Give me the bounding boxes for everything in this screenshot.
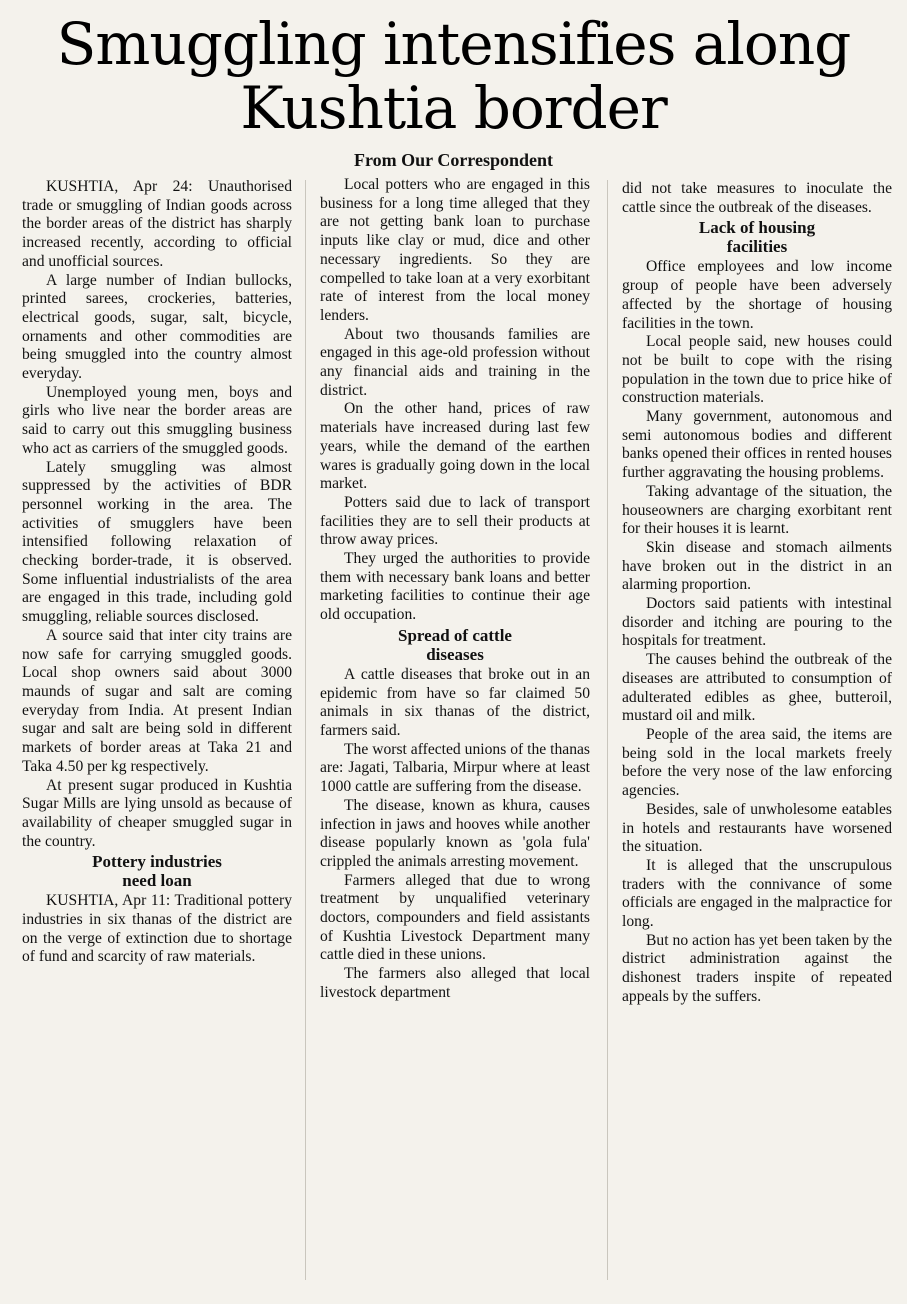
subheading-housing — [622, 218, 892, 256]
paragraph: People of the area said, the items are being sold in the local markets freely before the very nose of the law enforcing agencies. — [622, 725, 892, 800]
paragraph: But no action has yet been taken by the district administration against the dishonest traders inspite of repeated appeals by the suffers. — [622, 931, 892, 1005]
paragraph: About two thousands families are engaged in this age-old profession without any financial aids and training in the district. — [320, 325, 590, 399]
paragraph: KUSHTIA, Apr 11: Traditional pottery industries in six thanas of the district are on the verge of extinction due to shortage of fund and scarcity of raw materials. — [22, 892, 292, 966]
column-divider — [607, 180, 608, 1280]
subheading-pottery — [22, 852, 292, 890]
article-column-3 — [622, 180, 892, 1292]
paragraph: Many government, autonomous and semi autonomous bodies and different banks opened their offices in rented houses further aggravating the housing problems. — [622, 408, 892, 482]
article-column-1 — [22, 178, 292, 1290]
paragraph-continuation: did not take measures to inoculate the cattle since the outbreak of the diseases. — [622, 180, 892, 216]
subheading-line: facilities — [726, 237, 788, 257]
paragraph: Skin disease and stomach ailments have broken out in the district in an alarming proportion. — [622, 538, 892, 594]
paragraph: Local people said, new houses could not be built to cope with the rising population in the town due to price hike of construction materials. — [622, 333, 892, 407]
paragraph: It is alleged that the unscrupulous traders with the connivance of some officials are engaged in the malpractice for long. — [622, 856, 892, 931]
paragraph: Potters said due to lack of transport facilities they are to sell their products at throw away prices. — [320, 493, 590, 549]
paragraph: Doctors said patients with intestinal disorder and itching are pouring to the hospitals for treatment. — [622, 595, 892, 650]
paragraph: Lately smuggling was almost suppressed by the activities of BDR personnel working in the area. The activities of smugglers have been intensified following relaxation of checking border-trade, it is observed. Some influential industrialists of the area are engaged in this trade, including gold smuggling, reliable sources disclosed. — [22, 458, 292, 626]
subheading-line: Spread of cattle — [398, 625, 512, 645]
headline-line-2: Kushtia border — [240, 74, 667, 142]
subheading-line: need loan — [122, 871, 192, 891]
paragraph: On the other hand, prices of raw materials have increased during last few years, while the demand of the earthen wares is gradually going down in the local market. — [320, 400, 590, 493]
paragraph: A cattle diseases that broke out in an epidemic from have so far claimed 50 animals in six thanas of the district, farmers said. — [320, 665, 590, 739]
subheading-line: Lack of housing — [698, 218, 816, 238]
subheading-cattle — [320, 626, 590, 664]
paragraph: Farmers alleged that due to wrong treatment by unqualified veterinary doctors, compounders and field assistants of Kushtia Livestock Department many cattle died in these unions. — [320, 871, 590, 964]
paragraph: The worst affected unions of the thanas are: Jagati, Talbaria, Mirpur where at least 1000 cattle are suffering from the disease. — [320, 740, 590, 796]
paragraph: The farmers also alleged that local livestock department — [320, 965, 590, 1001]
column-divider — [305, 180, 306, 1280]
paragraph: At present sugar produced in Kushtia Sugar Mills are lying unsold as because of availability of cheaper smuggled sugar in the country. — [22, 776, 292, 850]
paragraph: The causes behind the outbreak of the diseases are attributed to consumption of adulterated edibles as ghee, butteroil, mustard oil and milk. — [622, 651, 892, 725]
subheading-line: diseases — [426, 644, 484, 664]
subheading-line: Pottery industries — [92, 852, 222, 872]
paragraph: Local potters who are engaged in this business for a long time alleged that they are not getting bank loan to purchase inputs like clay or mud, dice and other necessary ingredients. So they are compelled to take loan at a very exorbitant rate of interest from the local money lenders. — [320, 176, 590, 324]
paragraph: A source said that inter city trains are now safe for carrying smuggled goods. Local shop owners said about 3000 maunds of sugar and salt are coming everyday from India. At present Indian sugar and salt are being sold in different markets of border areas at Taka 21 and Taka 4.50 per kg respectively. — [22, 626, 292, 775]
headline-line-1: Smuggling intensifies along — [56, 10, 851, 78]
headline — [10, 12, 897, 140]
paragraph: Unemployed young men, boys and girls who live near the border areas are said to carry out this smuggling business who act as carriers of the smuggled goods. — [22, 383, 292, 457]
paragraph: The disease, known as khura, causes infection in jaws and hooves while another disease popularly known as 'gola fula' crippled the animals arresting movement. — [320, 796, 590, 870]
paragraph: Office employees and low income group of people have been adversely affected by the shortage of housing facilities in the town. — [622, 258, 892, 332]
paragraph: Besides, sale of unwholesome eatables in hotels and restaurants have worsened the situation. — [622, 800, 892, 856]
article-column-2 — [320, 176, 590, 1288]
paragraph: KUSHTIA, Apr 24: Unauthorised trade or smuggling of Indian goods across the border areas of the district has sharply increased recently, according to official and unofficial sources. — [22, 178, 292, 270]
paragraph: Taking advantage of the situation, the houseowners are charging exorbitant rent for their houses it is learnt. — [622, 482, 892, 538]
paragraph: A large number of Indian bullocks, printed sarees, crockeries, batteries, electrical goods, sugar, salt, bicycle, ornaments and other commodities are being smuggled into the country almost everyday. — [22, 271, 292, 383]
paragraph: They urged the authorities to provide them with necessary bank loans and better marketing facilities to continue their age old occupation. — [320, 550, 590, 624]
byline: From Our Correspondent — [353, 150, 553, 170]
